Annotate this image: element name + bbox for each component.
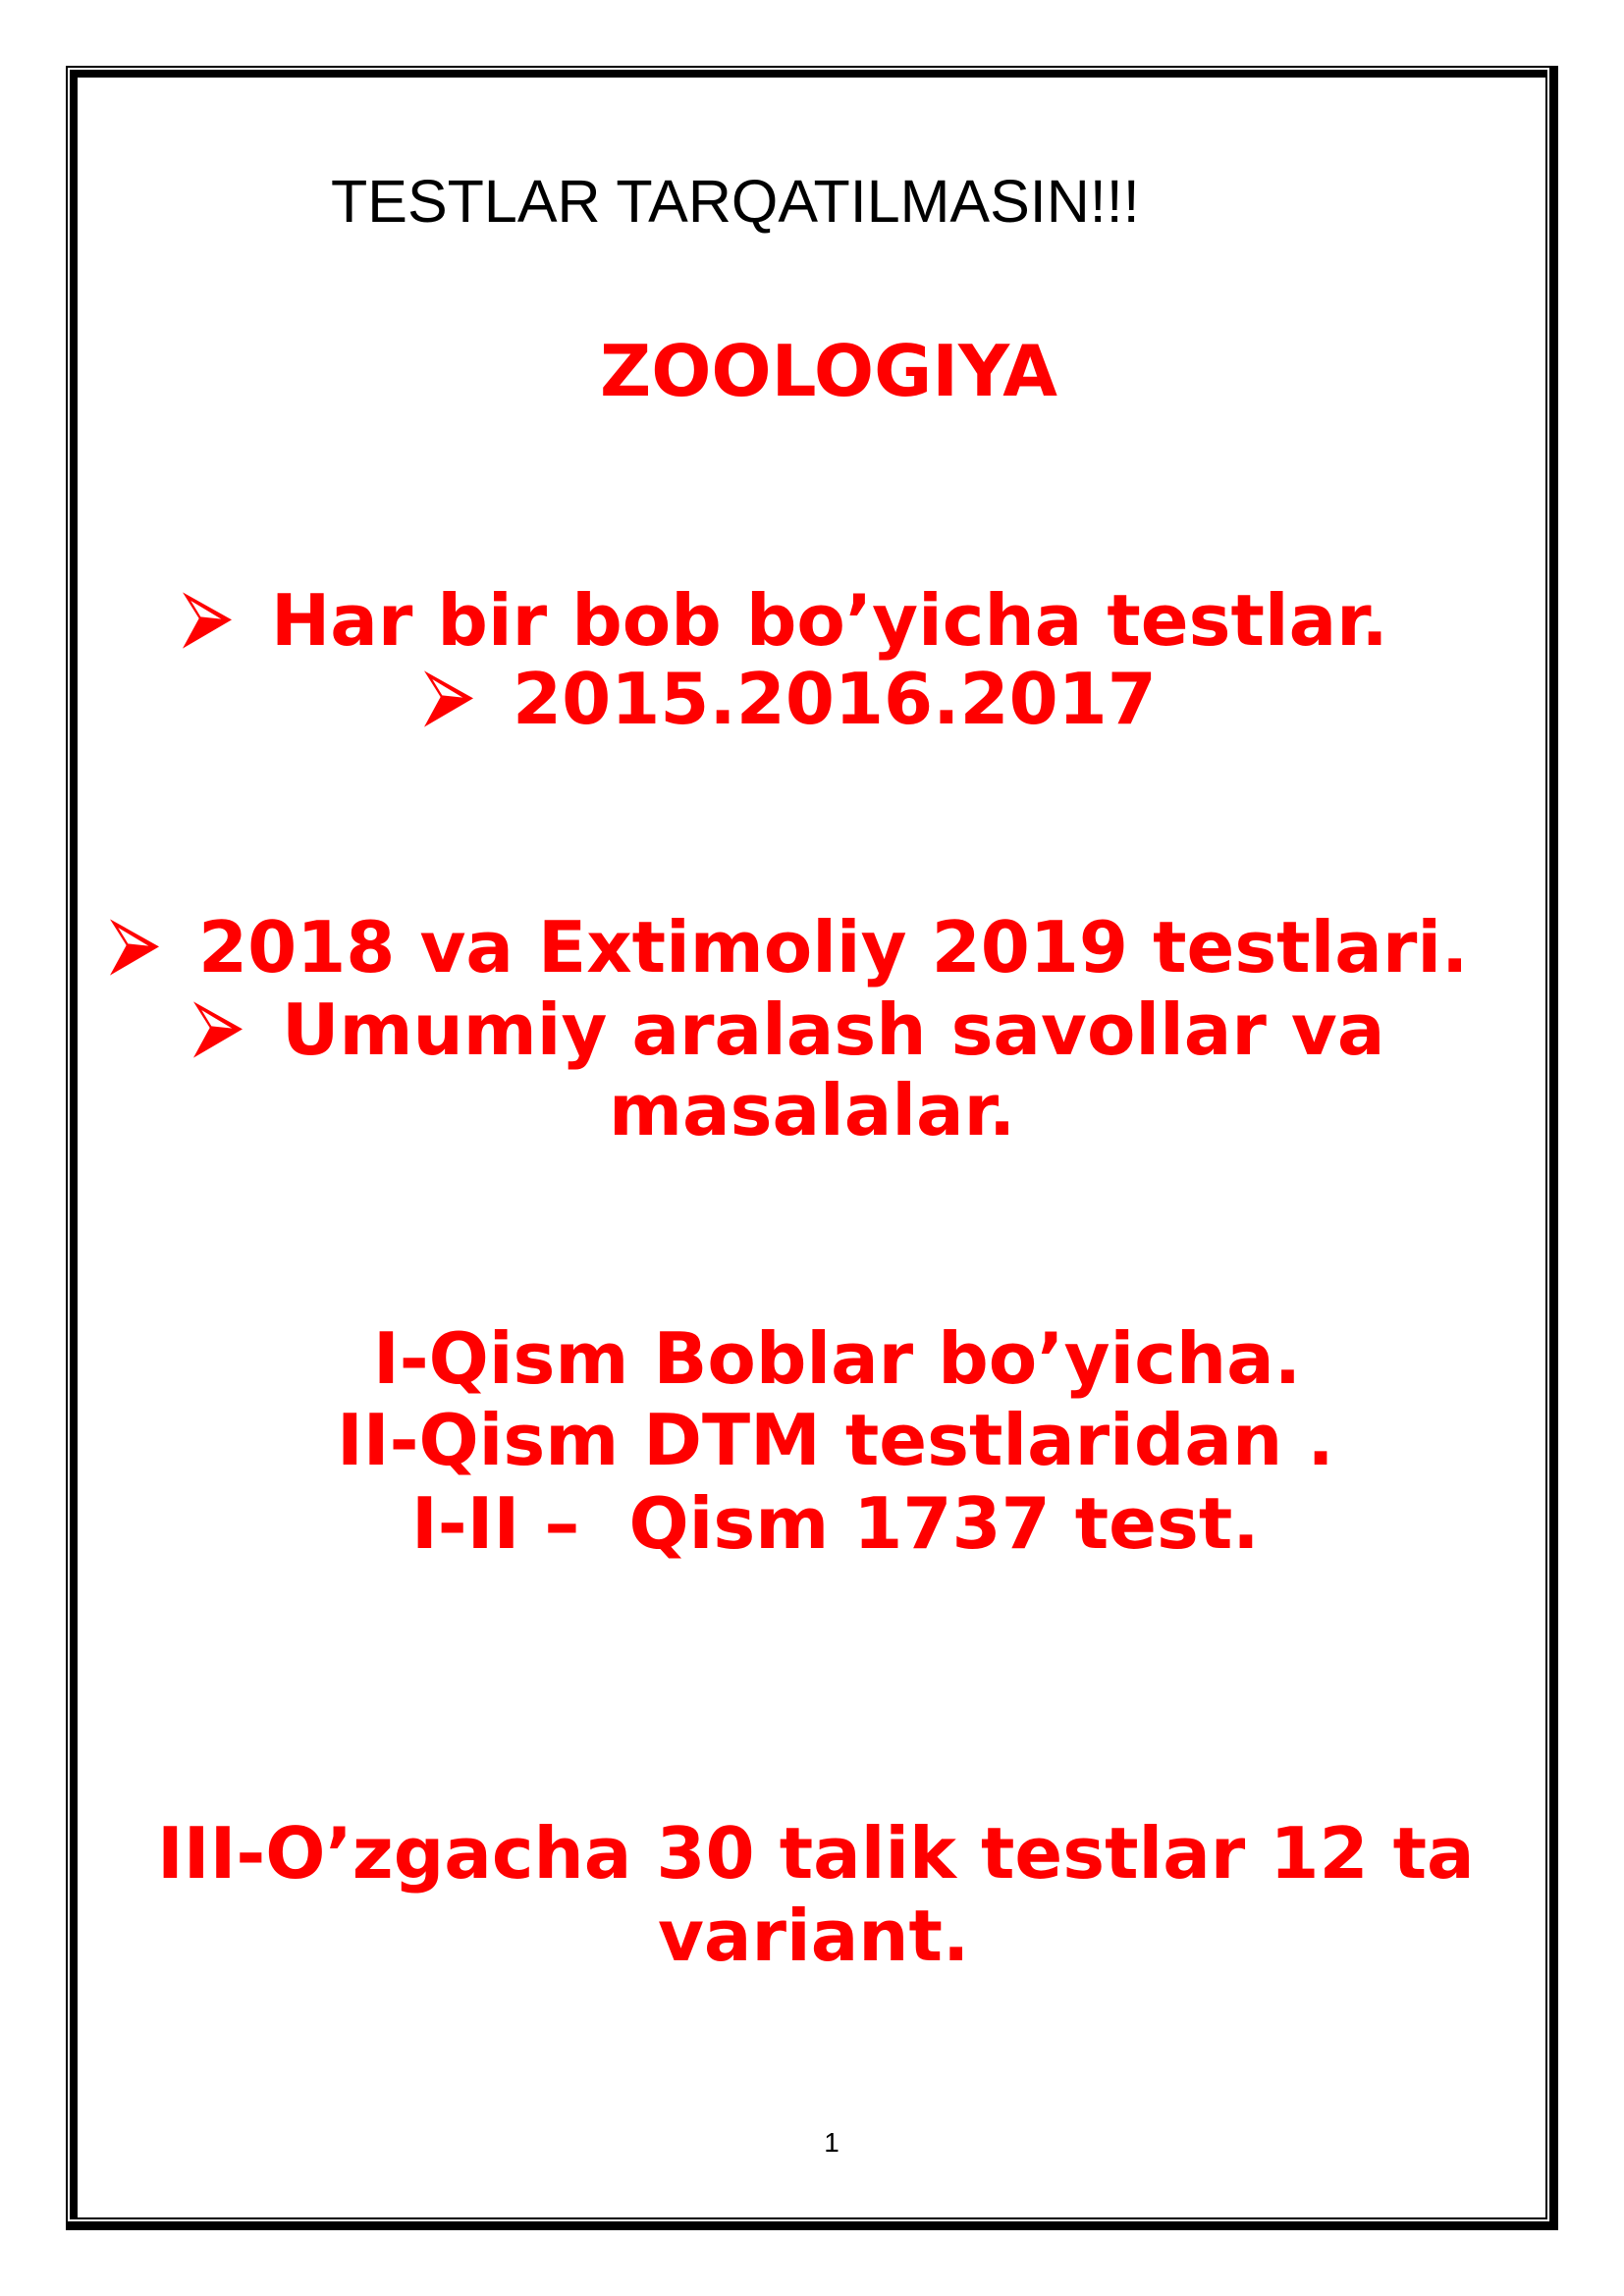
bullet-continuation-text: masalalar. [609, 1069, 1016, 1151]
arrowhead-bullet-icon [110, 919, 159, 976]
part-line [411, 1482, 1260, 1565]
document-title-text: ZOOLOGIYA [600, 330, 1057, 412]
extra-text: variant. [658, 1895, 970, 1977]
bullet-item [193, 988, 1385, 1071]
bullet-continuation [609, 1069, 1016, 1151]
bullet-text: Umumiy aralash savollar va [282, 988, 1385, 1071]
part-line [337, 1399, 1334, 1481]
part-line [373, 1317, 1302, 1400]
bullet-text: 2018 va Extimoliy 2019 testlari. [198, 906, 1469, 988]
extra-line [157, 1812, 1475, 1895]
page-number: 1 [824, 2127, 839, 2158]
bullet-text: 2015.2016.2017 [513, 658, 1157, 740]
document-title [600, 330, 1057, 412]
part-text: I-II – Qism 1737 test. [411, 1482, 1260, 1565]
part-text: I-Qism Boblar bo’yicha. [373, 1317, 1302, 1400]
arrowhead-bullet-icon [424, 670, 473, 727]
extra-text: III-O’zgacha 30 talik testlar 12 ta [157, 1812, 1475, 1895]
bullet-item [424, 658, 1157, 740]
bullet-item [110, 906, 1469, 988]
part-text: II-Qism DTM testlaridan . [337, 1399, 1334, 1481]
bullet-item [183, 579, 1388, 662]
arrowhead-bullet-icon [193, 1001, 243, 1058]
extra-line [658, 1895, 970, 1977]
bullet-text: Har bir bob bo’yicha testlar. [271, 579, 1388, 662]
arrowhead-bullet-icon [183, 592, 232, 649]
warning-heading: TESTLAR TARQATILMASIN!!! [331, 168, 1140, 235]
